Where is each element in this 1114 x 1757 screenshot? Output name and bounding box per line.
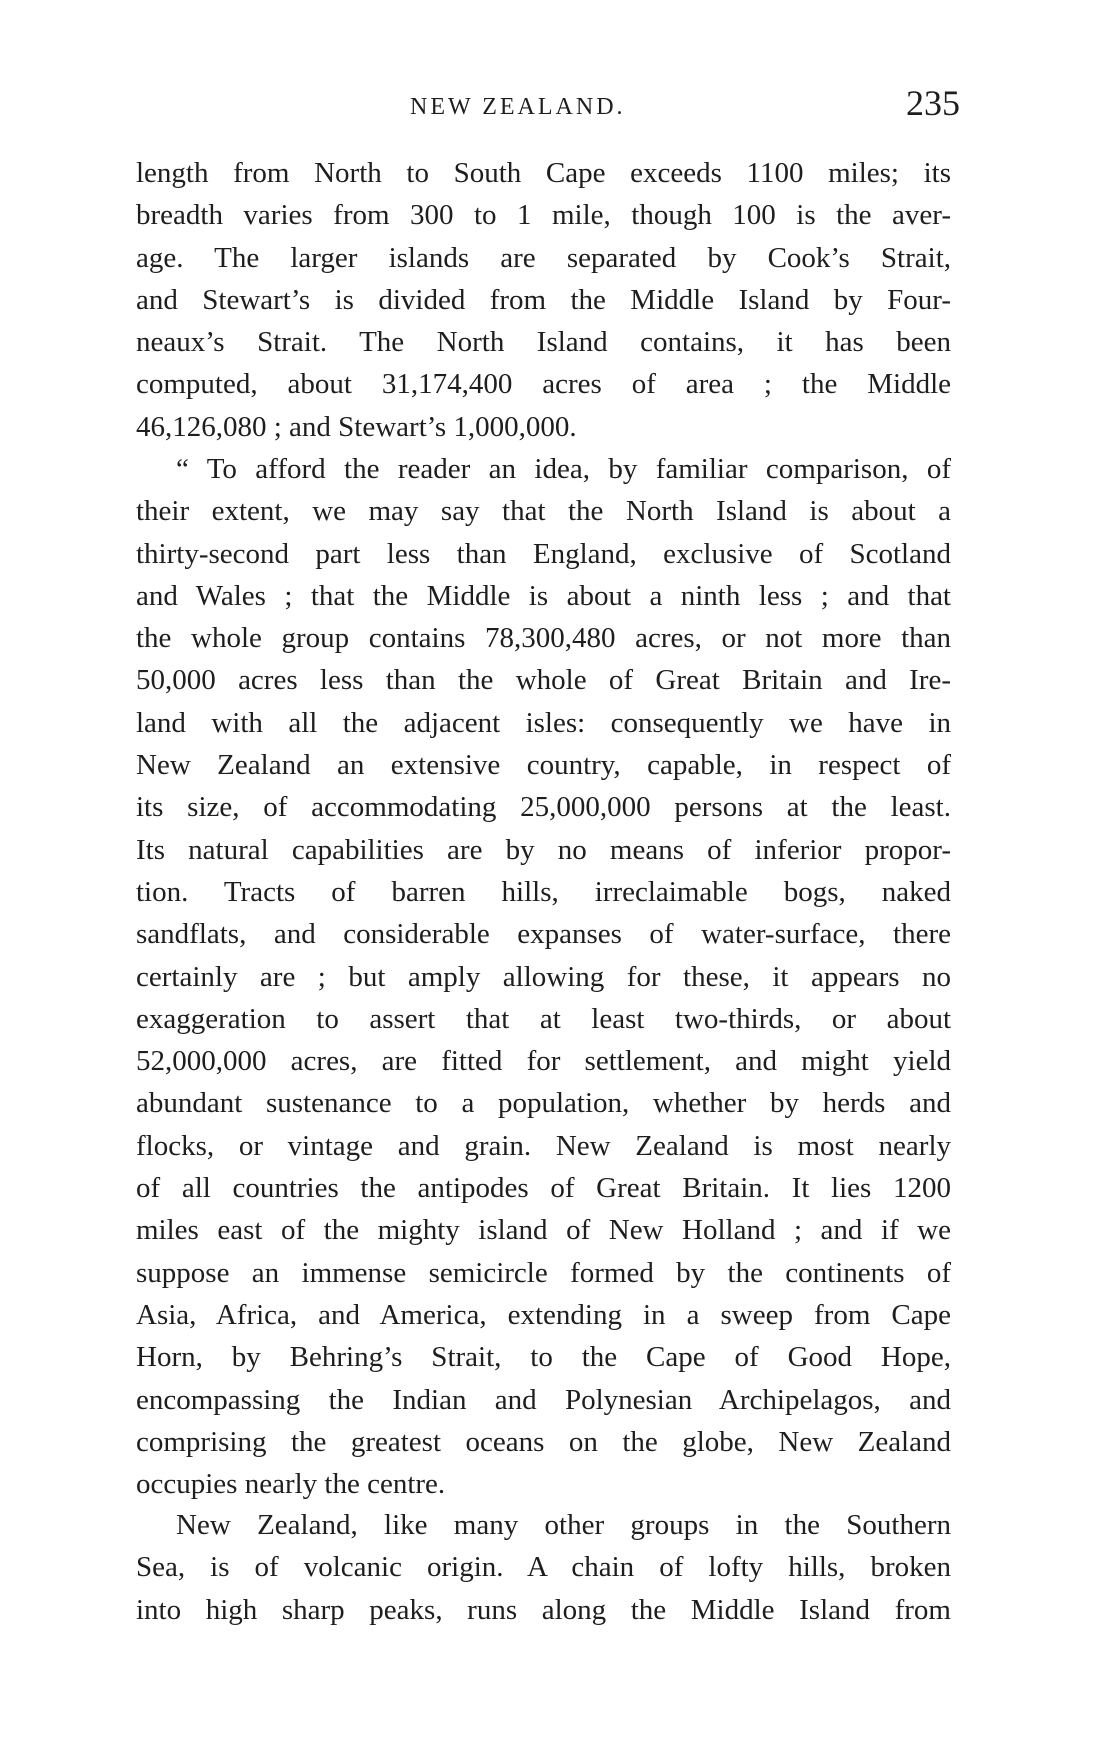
- text-line: and Stewart’s is divided from the Middle Island by Four-: [136, 283, 951, 316]
- text-line: New Zealand an extensive country, capable, in respect of: [136, 749, 951, 782]
- text-line: occupies nearly the centre.: [136, 1468, 446, 1501]
- text-line: miles east of the mighty island of New Holland ; and if we: [136, 1214, 951, 1247]
- text-line: age. The larger islands are separated by Cook’s Strait,: [136, 241, 951, 274]
- text-line: its size, of accommodating 25,000,000 persons at the least.: [136, 791, 951, 824]
- text-line: the whole group contains 78,300,480 acres, or not more than: [136, 622, 951, 655]
- text-line: exaggeration to assert that at least two-thirds, or about: [136, 1002, 951, 1035]
- text-line: tion. Tracts of barren hills, irreclaimable bogs, naked: [136, 875, 951, 908]
- text-line: computed, about 31,174,400 acres of area ; the Middle: [136, 368, 951, 401]
- text-line: New Zealand, like many other groups in the Southern: [176, 1509, 951, 1541]
- paragraph-1: [136, 152, 951, 448]
- text-line: their extent, we may say that the North Island is about a: [136, 495, 951, 528]
- text-line: Sea, is of volcanic origin. A chain of lofty hills, broken: [136, 1551, 951, 1584]
- running-title: NEW ZEALAND.: [410, 94, 626, 120]
- text-line: flocks, or vintage and grain. New Zealand is most nearly: [136, 1129, 951, 1162]
- paragraph-2: [136, 448, 951, 1505]
- text-line: thirty-second part less than England, exclusive of Scotland: [136, 537, 951, 570]
- text-line: 50,000 acres less than the whole of Great Britain and Ire-: [136, 664, 951, 697]
- text-line: comprising the greatest oceans on the globe, New Zealand: [136, 1425, 951, 1458]
- text-line: Horn, by Behring’s Strait, to the Cape of Good Hope,: [136, 1341, 951, 1374]
- text-line: land with all the adjacent isles: consequently we have in: [136, 706, 951, 739]
- text-line: “ To afford the reader an idea, by familiar comparison, of: [176, 453, 951, 485]
- text-line: into high sharp peaks, runs along the Middle Island from: [136, 1593, 951, 1626]
- text-line: neaux’s Strait. The North Island contains, it has been: [136, 326, 951, 359]
- page-number: 235: [906, 83, 960, 123]
- text-line: breadth varies from 300 to 1 mile, though 100 is the aver-: [136, 199, 951, 232]
- text-line: of all countries the antipodes of Great Britain. It lies 1200: [136, 1172, 951, 1205]
- paragraph-3: [136, 1504, 951, 1631]
- text-line: abundant sustenance to a population, whether by herds and: [136, 1087, 951, 1120]
- text-line: sandflats, and considerable expanses of water-surface, there: [136, 918, 951, 951]
- text-line: encompassing the Indian and Polynesian Archipelagos, and: [136, 1383, 951, 1416]
- text-line: Asia, Africa, and America, extending in a sweep from Cape: [136, 1298, 951, 1331]
- text-line: 46,126,080 ; and Stewart’s 1,000,000.: [136, 410, 577, 443]
- text-line: suppose an immense semicircle formed by the continents of: [136, 1256, 951, 1289]
- text-line: length from North to South Cape exceeds 1100 miles; its: [136, 157, 951, 189]
- text-line: Its natural capabilities are by no means of inferior propor-: [136, 833, 951, 866]
- text-line: 52,000,000 acres, are fitted for settlement, and might yield: [136, 1045, 951, 1078]
- text-line: certainly are ; but amply allowing for these, it appears no: [136, 960, 951, 993]
- text-line: and Wales ; that the Middle is about a ninth less ; and that: [136, 579, 951, 612]
